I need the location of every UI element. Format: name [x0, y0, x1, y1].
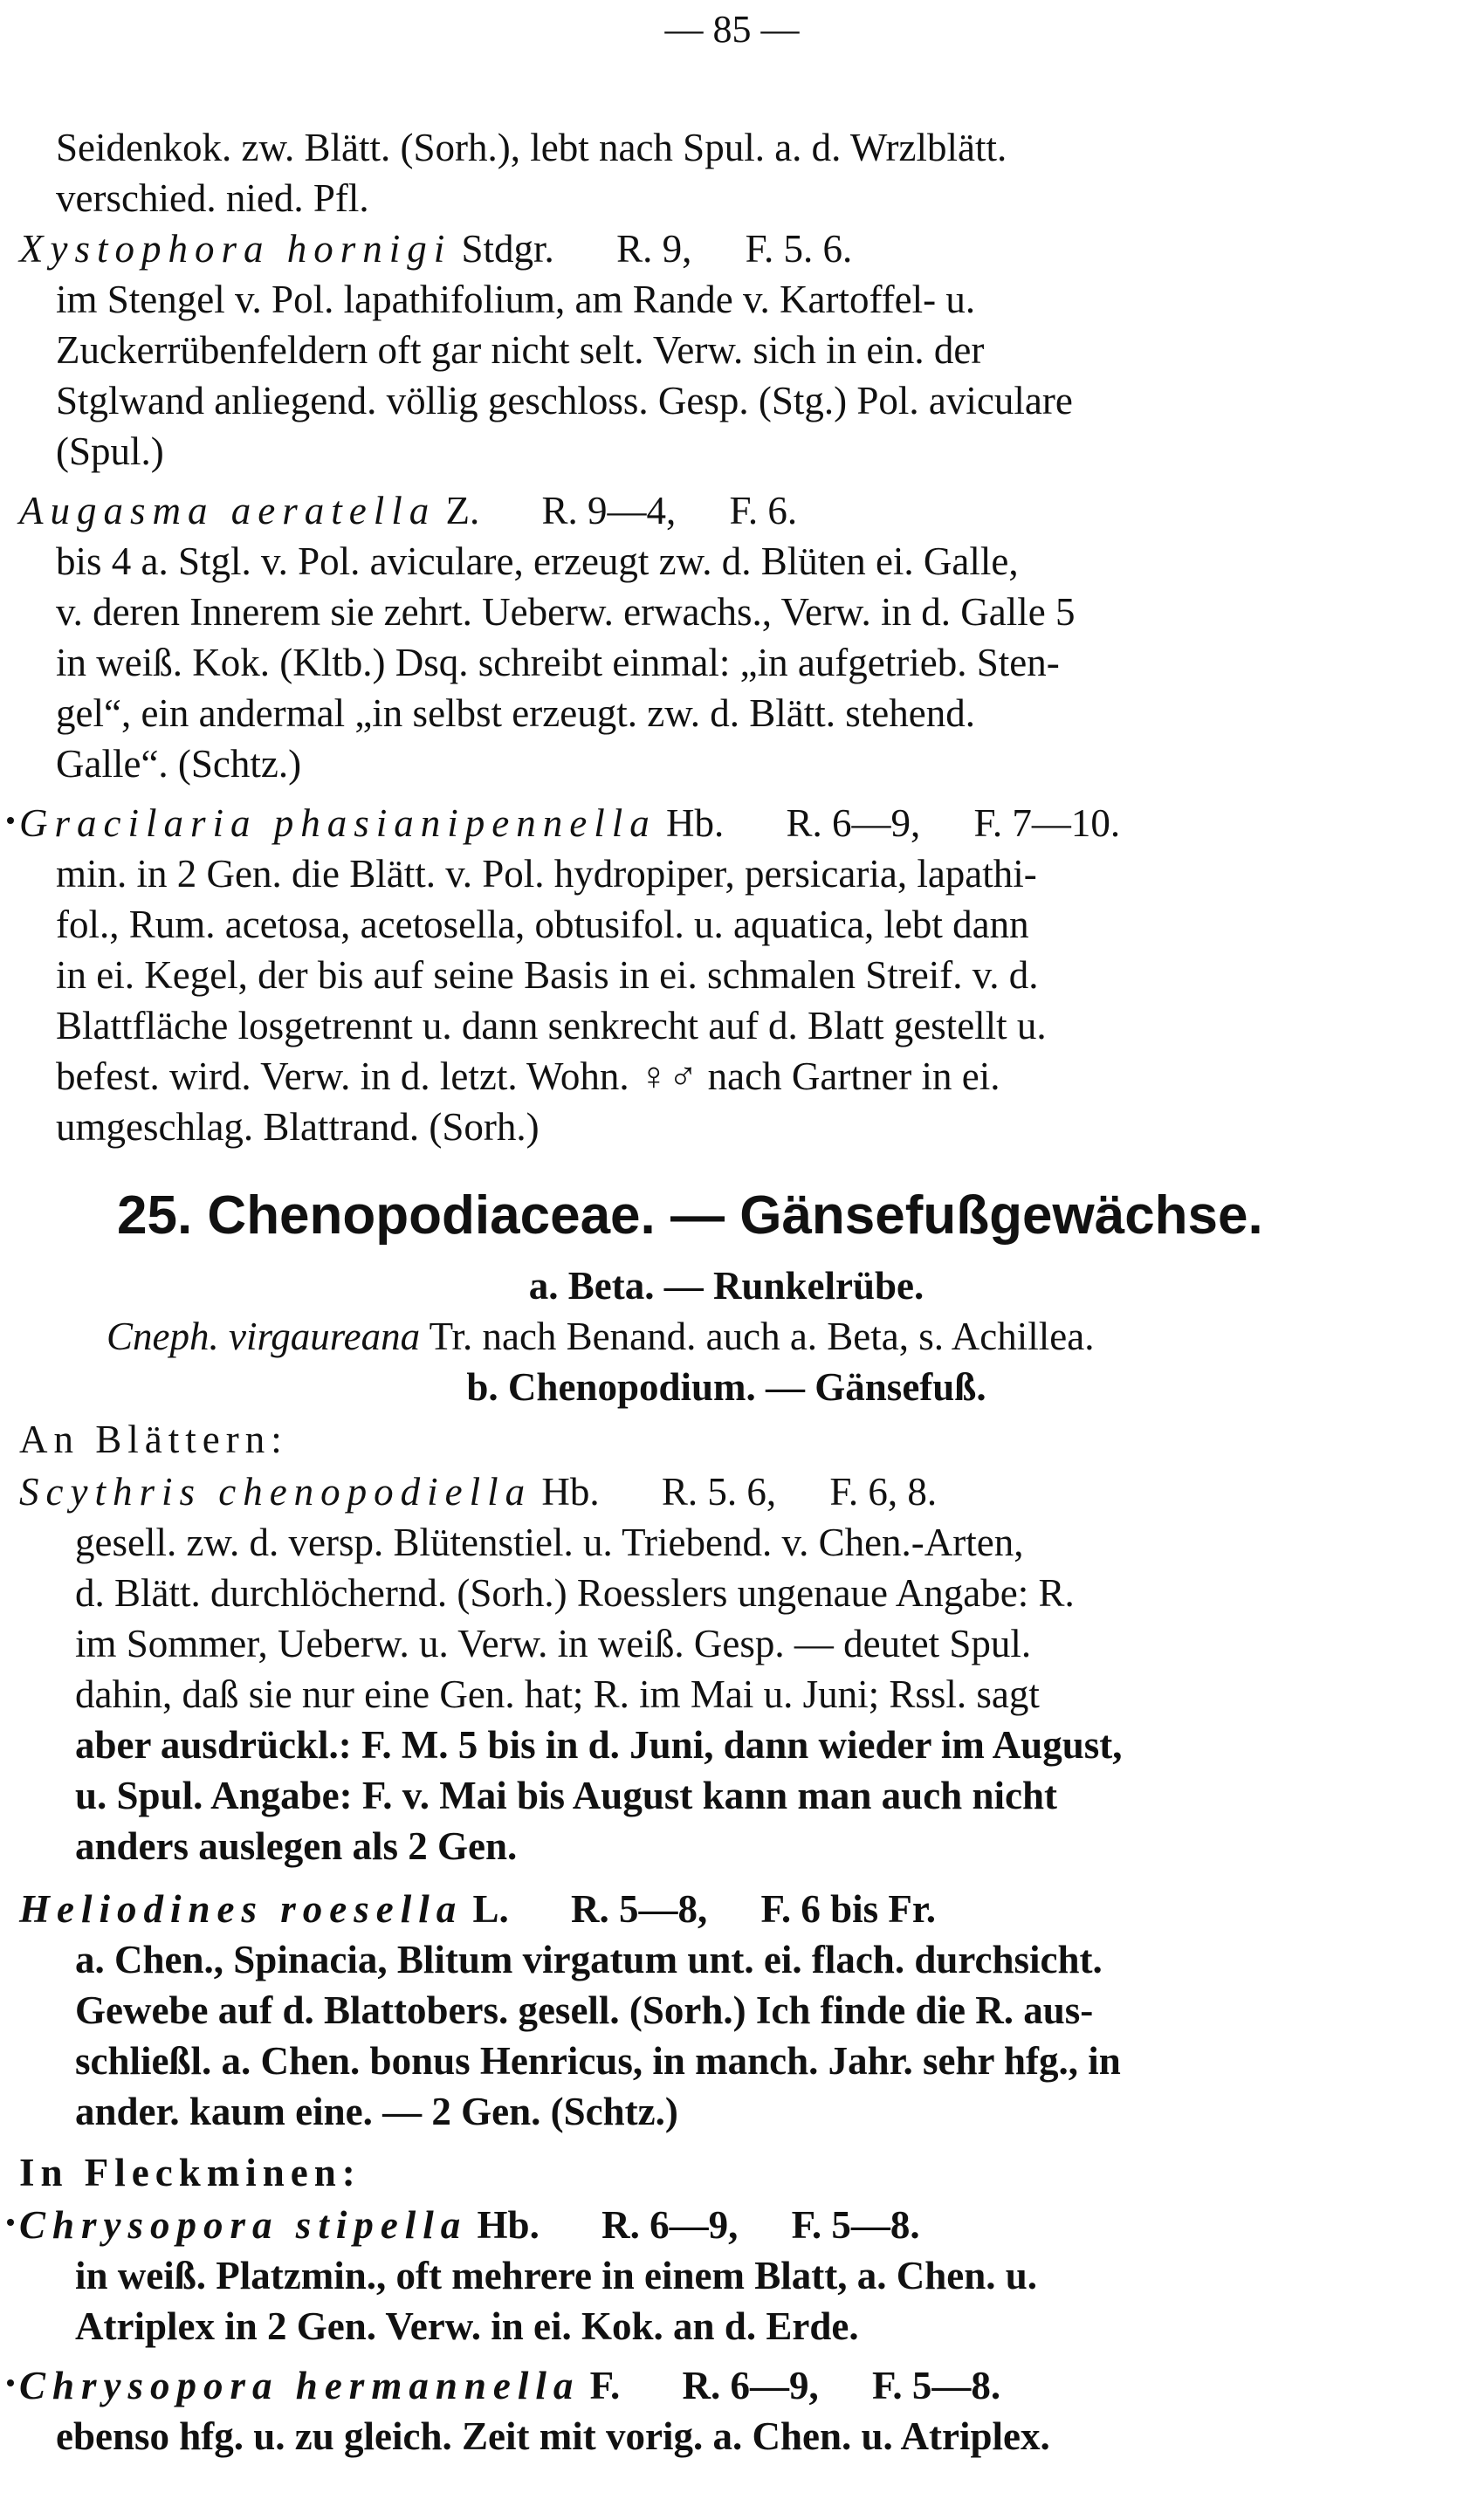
cross-reference-species: Cneph. virgaureana: [107, 1315, 421, 1358]
text-line: d. Blätt. durchlöchernd. (Sorh.) Roesslers ungenaue Angabe: R.: [75, 1571, 1075, 1615]
species-name: Chrysopora stipella: [19, 2203, 468, 2247]
text-line: bis 4 a. Stgl. v. Pol. aviculare, erzeugt zw. d. Blüten ei. Galle,: [56, 539, 1019, 583]
larva-period: R. 5—8,: [571, 1887, 708, 1931]
flight-period: F. 5. 6.: [745, 227, 853, 271]
text-line: in weiß. Kok. (Kltb.) Dsq. schreibt einmal: „in aufgetrieb. Sten-: [56, 641, 1060, 684]
species-heading: [19, 485, 1433, 536]
species-entry: [19, 223, 1433, 477]
species-heading: [19, 2360, 1433, 2411]
text-line: a. Chen., Spinacia, Blitum virgatum unt. ei. flach. durchsicht.: [75, 1938, 1103, 1981]
larva-period: R. 6—9,: [682, 2364, 819, 2407]
text-line: dahin, daß sie nur eine Gen. hat; R. im Mai u. Juni; Rssl. sagt: [75, 1672, 1040, 1716]
text-line: min. in 2 Gen. die Blätt. v. Pol. hydropiper, persicaria, lapathi-: [56, 852, 1037, 896]
text-line: Atriplex in 2 Gen. Verw. in ei. Kok. an d. Erde.: [75, 2304, 859, 2348]
species-author: Hb.: [541, 1470, 600, 1514]
text-line: im Stengel v. Pol. lapathifolium, am Rande v. Kartoffel- u.: [56, 278, 976, 321]
species-author: Stdgr.: [461, 227, 554, 271]
larva-period: R. 9,: [616, 227, 692, 271]
margin-mark-icon: [7, 817, 14, 824]
text-line: verschied. nied. Pfl.: [56, 176, 369, 220]
species-heading: [19, 223, 1433, 274]
text-line: schließl. a. Chen. bonus Henricus, in manch. Jahr. sehr hfg., in: [75, 2039, 1121, 2083]
page-body: [19, 122, 1433, 2462]
group-label-mines: In Fleckminen:: [19, 2151, 361, 2194]
species-name: Scythris chenopodiella: [19, 1470, 533, 1514]
larva-period: R. 5. 6,: [661, 1470, 777, 1514]
flight-period: F. 6.: [729, 489, 798, 532]
page-number: — 85 —: [664, 8, 800, 51]
text-line: in weiß. Platzmin., oft mehrere in einem Blatt, a. Chen. u.: [75, 2254, 1037, 2297]
flight-period: F. 7—10.: [973, 801, 1121, 845]
species-name: Chrysopora hermannella: [19, 2364, 581, 2407]
text-line: ebenso hfg. u. zu gleich. Zeit mit vorig. a. Chen. u. Atriplex.: [56, 2414, 1050, 2458]
flight-period: F. 6 bis Fr.: [760, 1887, 936, 1931]
species-entry: [19, 798, 1433, 1152]
text-line: fol., Rum. acetosa, acetosella, obtusifol. u. aquatica, lebt dann: [56, 903, 1029, 946]
text-line: Galle“. (Schtz.): [56, 742, 302, 786]
text-line: anders auslegen als 2 Gen.: [75, 1824, 518, 1868]
flight-period: F. 6, 8.: [829, 1470, 938, 1514]
species-entry: [19, 1466, 1433, 1871]
text-line: ander. kaum eine. — 2 Gen. (Schtz.): [75, 2090, 678, 2133]
subsection-heading-beta: a. Beta. — Runkelrübe.: [528, 1264, 924, 1308]
margin-mark-icon: [7, 2219, 14, 2226]
text-line: gesell. zw. d. versp. Blütenstiel. u. Triebend. v. Chen.-Arten,: [75, 1521, 1024, 1564]
text-line: u. Spul. Angabe: F. v. Mai bis August kann man auch nicht: [75, 1774, 1057, 1817]
text-line: aber ausdrückl.: F. M. 5 bis in d. Juni, dann wieder im August,: [75, 1723, 1123, 1767]
text-line: Blattfläche losgetrennt u. dann senkrecht auf d. Blatt gestellt u.: [56, 1004, 1047, 1047]
intro-paragraph: [19, 122, 1433, 223]
text-line: in ei. Kegel, der bis auf seine Basis in ei. schmalen Streif. v. d.: [56, 953, 1039, 997]
species-heading: [19, 798, 1433, 848]
cross-reference-text: Tr. nach Benand. auch a. Beta, s. Achillea.: [429, 1315, 1095, 1358]
flight-period: F. 5—8.: [871, 2364, 1001, 2407]
text-line: Seidenkok. zw. Blätt. (Sorh.), lebt nach Spul. a. d. Wrzlblätt.: [56, 126, 1007, 169]
species-name: Heliodines roesella: [19, 1887, 464, 1931]
text-line: (Spul.): [56, 429, 164, 473]
margin-mark-icon: [7, 2379, 14, 2386]
species-author: L.: [472, 1887, 509, 1931]
text-line: Zuckerrübenfeldern oft gar nicht selt. Verw. sich in ein. der: [56, 328, 985, 372]
species-author: F.: [589, 2364, 621, 2407]
species-author: Hb.: [665, 801, 725, 845]
larva-period: R. 6—9,: [786, 801, 921, 845]
species-heading: [19, 2200, 1433, 2250]
flight-period: F. 5—8.: [791, 2203, 920, 2247]
species-name: Augasma aeratella: [19, 489, 436, 532]
species-entry: [19, 2360, 1433, 2462]
cross-reference-note: [19, 1311, 1433, 1362]
species-author: Z.: [445, 489, 480, 532]
group-label-leaves: An Blättern:: [19, 1418, 288, 1461]
species-name: Xystophora hornigi: [19, 227, 452, 271]
species-entry: [19, 2200, 1433, 2352]
text-line: v. deren Innerem sie zehrt. Ueberw. erwachs., Verw. in d. Galle 5: [56, 590, 1076, 634]
species-author: Hb.: [477, 2203, 540, 2247]
species-heading: [19, 1884, 1433, 1934]
text-line: umgeschlag. Blattrand. (Sorh.): [56, 1105, 540, 1149]
text-line: Stglwand anliegend. völlig geschloss. Gesp. (Stg.) Pol. aviculare: [56, 379, 1073, 422]
species-heading: [19, 1466, 1433, 1517]
species-name: Gracilaria phasianipennella: [19, 801, 656, 845]
subsection-heading-chenopodium: b. Chenopodium. — Gänsefuß.: [466, 1365, 986, 1409]
text-line: befest. wird. Verw. in d. letzt. Wohn. ♀♂ nach Gartner in ei.: [56, 1054, 1000, 1098]
larva-period: R. 9—4,: [541, 489, 677, 532]
species-entry: [19, 485, 1433, 789]
species-entry: [19, 1884, 1433, 2137]
section-heading: 25. Chenopodiaceae. — Gänsefußgewächse.: [117, 1185, 1263, 1246]
text-line: gel“, ein andermal „in selbst erzeugt. zw. d. Blätt. stehend.: [56, 691, 975, 735]
larva-period: R. 6—9,: [601, 2203, 739, 2247]
text-line: Gewebe auf d. Blattobers. gesell. (Sorh.) Ich finde die R. aus-: [75, 1988, 1094, 2032]
text-line: im Sommer, Ueberw. u. Verw. in weiß. Gesp. — deutet Spul.: [75, 1622, 1032, 1665]
